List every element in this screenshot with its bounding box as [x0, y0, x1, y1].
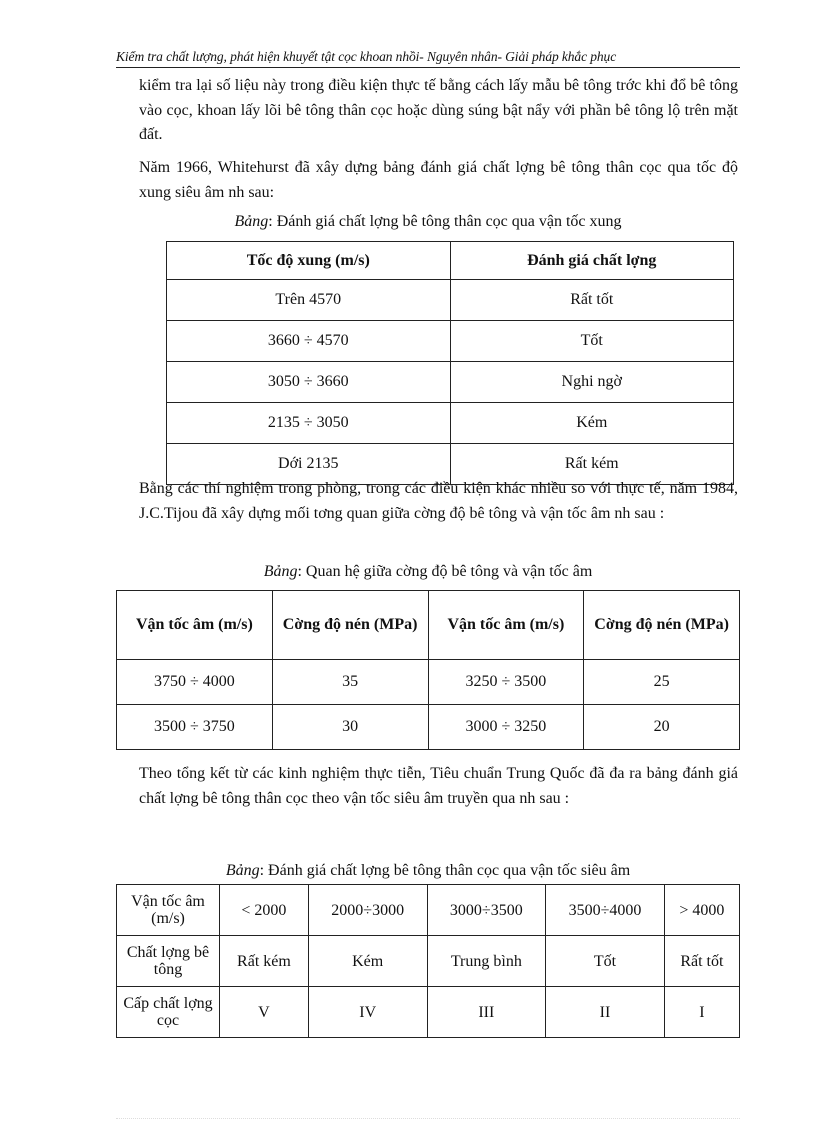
table-cell: I [664, 987, 739, 1038]
table-cell: 2135 ÷ 3050 [167, 403, 451, 444]
table-row [167, 280, 734, 321]
table-2-caption [116, 562, 740, 582]
header-cell: Vận tốc âm (m/s) [117, 591, 273, 660]
table-cell: 2000÷3000 [308, 885, 427, 936]
table-cell: 3050 ÷ 3660 [167, 362, 451, 403]
table-cell: Nghi ngờ [450, 362, 734, 403]
table-cell: Kém [308, 936, 427, 987]
table-cell: 35 [272, 660, 428, 705]
table-cell: Rất tốt [450, 280, 734, 321]
row-header-cell: Cấp chất lợng cọc [117, 987, 220, 1038]
caption-text: : Quan hệ giữa cờng độ bê tông và vận tốc âm [297, 563, 593, 580]
table-row [167, 362, 734, 403]
header-cell: Cờng độ nén (MPa) [584, 591, 740, 660]
table-cell: < 2000 [220, 885, 309, 936]
ultrasonic-quality-grade-table [116, 884, 740, 1038]
table-cell: 3660 ÷ 4570 [167, 321, 451, 362]
table-cell: 3000÷3500 [427, 885, 546, 936]
header-cell: Tốc độ xung (m/s) [167, 242, 451, 280]
running-header: Kiểm tra chất lượng, phát hiện khuyết tật cọc khoan nhồi- Nguyên nhân- Giải pháp khắc phục [116, 48, 740, 68]
table-cell: Trung bình [427, 936, 546, 987]
page-bottom-rule [116, 1118, 740, 1119]
table-cell: Kém [450, 403, 734, 444]
table-cell: II [546, 987, 665, 1038]
paragraph-1: kiểm tra lại số liệu này trong điều kiện thực tế bằng cách lấy mẫu bê tông trớc khi đổ bê tông vào cọc, khoan lấy lõi bê tông thân cọc hoặc dùng súng bật nẩy với phần bê tông lộ trên mặt đất. [139, 77, 738, 143]
table-cell: 3000 ÷ 3250 [428, 705, 584, 750]
table-row [117, 885, 740, 936]
row-header-cell: Chất lợng bê tông [117, 936, 220, 987]
caption-prefix: Bảng [234, 213, 269, 230]
table-cell: 3500 ÷ 3750 [117, 705, 273, 750]
header-cell: Cờng độ nén (MPa) [272, 591, 428, 660]
table-row [117, 660, 740, 705]
table-cell: III [427, 987, 546, 1038]
table-cell: 3250 ÷ 3500 [428, 660, 584, 705]
table-cell: 30 [272, 705, 428, 750]
table-cell: > 4000 [664, 885, 739, 936]
table-cell: 20 [584, 705, 740, 750]
table-1-caption [116, 212, 740, 232]
table-cell: 25 [584, 660, 740, 705]
caption-text: : Đánh giá chất lợng bê tông thân cọc qua vận tốc siêu âm [259, 862, 631, 879]
table-row [167, 321, 734, 362]
table-header-row [117, 591, 740, 660]
table-cell: IV [308, 987, 427, 1038]
table-row [167, 403, 734, 444]
table-cell: V [220, 987, 309, 1038]
table-cell: Trên 4570 [167, 280, 451, 321]
table-cell: Dới 2135 [167, 444, 451, 485]
paragraph-4: Theo tổng kết từ các kinh nghiệm thực tiễn, Tiêu chuẩn Trung Quốc đã đa ra bảng đánh giá chất lợng bê tông thân cọc theo vận tốc siêu âm truyền qua nh sau : [139, 765, 738, 807]
paragraph-3: Bằng các thí nghiệm trong phòng, trong các điều kiện khác nhiều so với thực tế, năm 1984, J.C.Tijou đã xây dựng mối tơng quan giữa cờng độ bê tông và vận tốc âm nh sau : [139, 480, 738, 522]
caption-prefix: Bảng [263, 563, 298, 580]
table-cell: 3500÷4000 [546, 885, 665, 936]
table-row [117, 936, 740, 987]
row-header-cell: Vận tốc âm (m/s) [117, 885, 220, 936]
table-cell: Rất kém [220, 936, 309, 987]
table-header-row [167, 242, 734, 280]
paragraph-2: Năm 1966, Whitehurst đã xây dựng bảng đánh giá chất lợng bê tông thân cọc qua tốc độ xung siêu âm nh sau: [139, 159, 738, 201]
pulse-velocity-quality-table [166, 241, 734, 485]
table-row [117, 987, 740, 1038]
caption-prefix: Bảng [225, 862, 260, 879]
table-3-caption [116, 861, 740, 881]
table-row [117, 705, 740, 750]
velocity-strength-table [116, 590, 740, 750]
table-cell: Rất tốt [664, 936, 739, 987]
caption-text: : Đánh giá chất lợng bê tông thân cọc qua vận tốc xung [268, 213, 622, 230]
table-cell: Tốt [546, 936, 665, 987]
table-cell: Rất kém [450, 444, 734, 485]
header-cell: Vận tốc âm (m/s) [428, 591, 584, 660]
header-cell: Đánh giá chất lợng [450, 242, 734, 280]
table-cell: Tốt [450, 321, 734, 362]
table-cell: 3750 ÷ 4000 [117, 660, 273, 705]
